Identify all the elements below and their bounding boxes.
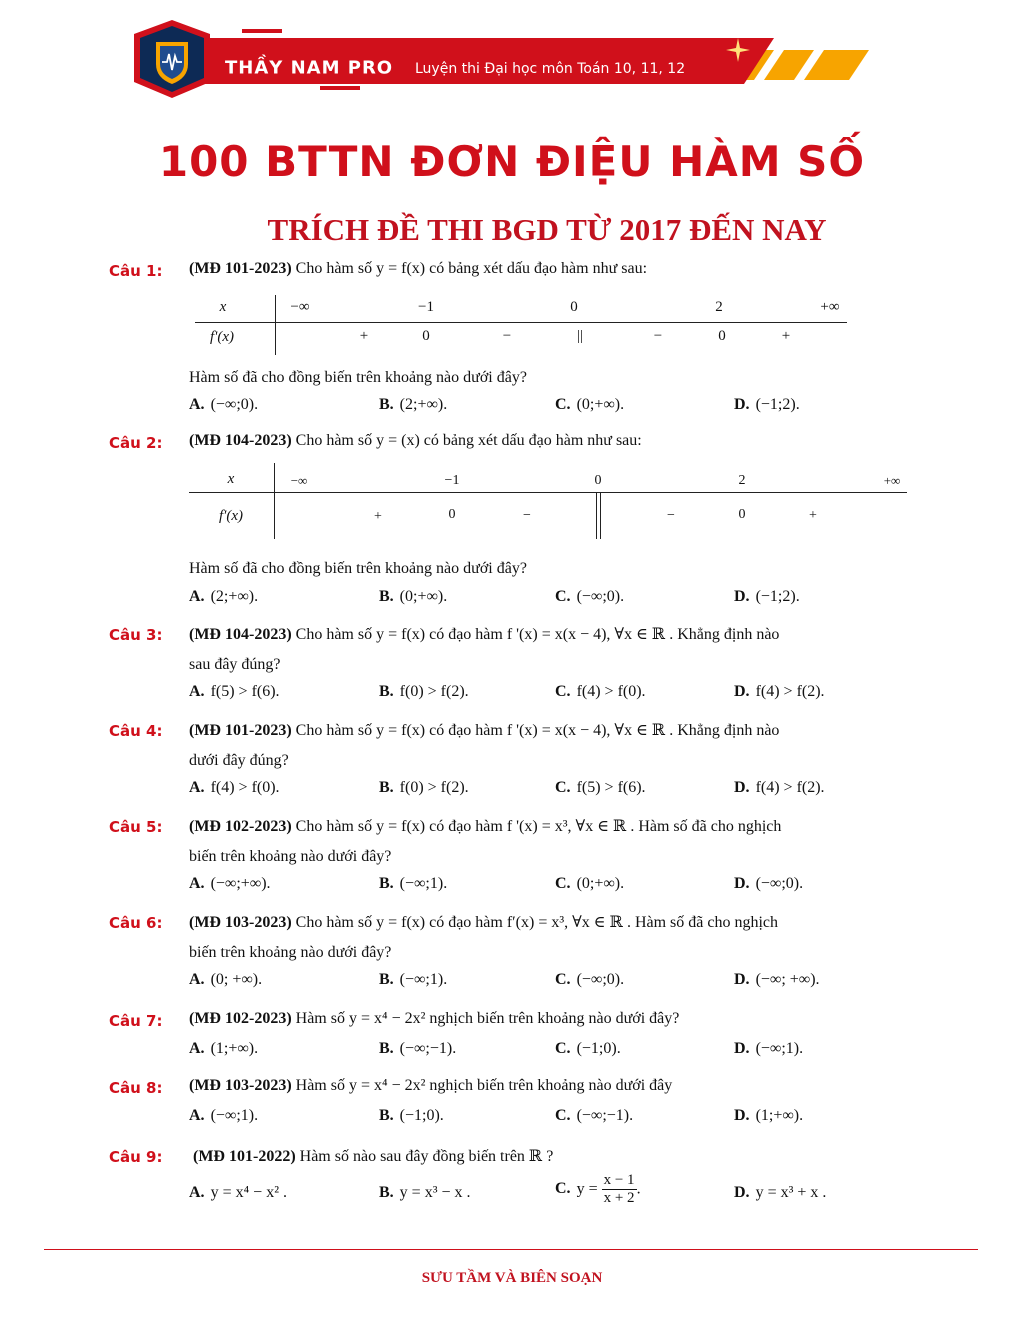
option-a: A. f(4) > f(0). — [189, 779, 280, 796]
option-b: B. (−1;0). — [379, 1107, 444, 1124]
table-cell: 2 — [738, 473, 746, 488]
option-a: A. (2;+∞). — [189, 588, 259, 605]
question-label: Câu 3: — [109, 626, 163, 644]
question-text: (MĐ 103-2023) Cho hàm số y = f(x) có đạo hàm f′(x) = x³, ∀x ∈ ℝ . Hàm số đã cho nghịch — [189, 914, 779, 931]
option-d: D. (−∞; +∞). — [734, 971, 820, 988]
option-b: B. (2;+∞). — [379, 396, 448, 413]
table-cell: − — [502, 328, 512, 344]
option-b: B. f(0) > f(2). — [379, 683, 469, 700]
table-cell: 2 — [715, 299, 723, 315]
option-d: D. (−∞;0). — [734, 875, 804, 892]
page-subtitle: TRÍCH ĐỀ THI BGD TỪ 2017 ĐẾN NAY — [267, 212, 827, 247]
question-text-cont: biến trên khoảng nào dưới đây? — [189, 944, 392, 961]
table-cell: + — [781, 328, 791, 344]
option-b: B. (−∞;1). — [379, 971, 448, 988]
question-prompt: Hàm số đã cho đồng biến trên khoảng nào dưới đây? — [189, 369, 527, 386]
table-cell: − — [667, 508, 675, 523]
option-b: B. (0;+∞). — [379, 588, 448, 605]
option-a: A. (0; +∞). — [189, 971, 263, 988]
table-header-fprime: f′(x) — [218, 508, 244, 524]
table-cell: + — [809, 508, 817, 523]
table-cell: − — [523, 508, 531, 523]
option-d: D. (1;+∞). — [734, 1107, 804, 1124]
table-cell: − — [653, 328, 663, 344]
option-a: A. (−∞;1). — [189, 1107, 259, 1124]
option-c: C. (0;+∞). — [555, 396, 625, 413]
question-label: Câu 7: — [109, 1012, 163, 1030]
table-header-x: x — [227, 471, 235, 487]
question-text-cont: dưới đây đúng? — [189, 752, 289, 769]
table-cell: +∞ — [883, 473, 901, 488]
sign-table — [195, 295, 847, 355]
table-cell: 0 — [448, 507, 456, 522]
footer-divider — [44, 1249, 978, 1250]
question-text-cont: biến trên khoảng nào dưới đây? — [189, 848, 392, 865]
option-d: D. (−∞;1). — [734, 1040, 804, 1057]
option-c: C. (−∞;0). — [555, 971, 625, 988]
table-cell: + — [359, 328, 369, 344]
question-label: Câu 2: — [109, 434, 163, 452]
question-text: (MĐ 102-2023) Hàm số y = x⁴ − 2x² nghịch biến trên khoảng nào dưới đây? — [189, 1010, 680, 1027]
option-b: B. (−∞;1). — [379, 875, 448, 892]
question-text: (MĐ 104-2023) Cho hàm số y = (x) có bảng xét dấu đạo hàm như sau: — [189, 432, 642, 449]
table-cell: −∞ — [290, 473, 308, 488]
option-d: D. y = x³ + x . — [734, 1184, 827, 1201]
table-cell: 0 — [570, 299, 578, 315]
option-c: C. (0;+∞). — [555, 875, 625, 892]
question-text — [189, 260, 647, 278]
option-a: A. (−∞;+∞). — [189, 875, 271, 892]
option-b: B. y = x³ − x . — [379, 1184, 471, 1201]
option-c: C. f(4) > f(0). — [555, 683, 646, 700]
banner-brand: THẦY NAM PRO — [225, 57, 394, 79]
option-d: D. (−1;2). — [734, 588, 800, 605]
table-cell: || — [576, 328, 584, 344]
question-label: Câu 4: — [109, 722, 163, 740]
option-a: A. y = x⁴ − x² . — [189, 1184, 287, 1201]
question-prompt: Hàm số đã cho đồng biến trên khoảng nào dưới đây? — [189, 560, 527, 577]
table-cell: + — [374, 509, 382, 524]
table-cell: −1 — [444, 473, 460, 488]
page-title: 100 BTTN ĐƠN ĐIỆU HÀM SỐ — [158, 137, 866, 186]
fraction: $\frac{x - 1}{x + 2}$ — [603, 1172, 635, 1207]
option-a: A. f(5) > f(6). — [189, 683, 280, 700]
table-cell: 0 — [718, 328, 726, 344]
footer-text: SƯU TẦM VÀ BIÊN SOẠN — [421, 1270, 603, 1286]
option-a: A. (1;+∞). — [189, 1040, 259, 1057]
table-cell: 0 — [738, 507, 746, 522]
question-label: Câu 1: — [109, 262, 163, 280]
question-text: (MĐ 102-2023) Cho hàm số y = f(x) có đạo hàm f '(x) = x³, ∀x ∈ ℝ . Hàm số đã cho nghịch — [189, 818, 782, 835]
table-header-fprime: f'(x) — [209, 329, 235, 345]
option-c: C. (−∞;−1). — [555, 1107, 634, 1124]
question-text-cont: sau đây đúng? — [189, 656, 281, 673]
table-cell: 0 — [594, 473, 602, 488]
option-d: D. (−1;2). — [734, 396, 800, 413]
table-cell: +∞ — [820, 299, 840, 315]
header-banner — [134, 20, 894, 100]
option-c: C. (−1;0). — [555, 1040, 621, 1057]
question-source: (MĐ 101-2023) — [189, 260, 292, 277]
question-label: Câu 9: — [109, 1148, 163, 1166]
question-text: (MĐ 101-2023) Cho hàm số y = f(x) có đạo hàm f '(x) = x(x − 4), ∀x ∈ ℝ . Khẳng định nào — [189, 722, 780, 739]
option-c: C. f(5) > f(6). — [555, 779, 646, 796]
question-body: Cho hàm số y = f(x) có bảng xét dấu đạo hàm như sau: — [291, 260, 648, 277]
banner-tagline: Luyện thi Đại học môn Toán 10, 11, 12 — [415, 61, 686, 77]
question-label: Câu 5: — [109, 818, 163, 836]
option-c: C. (−∞;0). — [555, 588, 625, 605]
question-text: (MĐ 104-2023) Cho hàm số y = f(x) có đạo hàm f '(x) = x(x − 4), ∀x ∈ ℝ . Khẳng định nào — [189, 626, 780, 643]
option-a: A. (−∞;0). — [189, 396, 259, 413]
table-cell: 0 — [422, 328, 430, 344]
question-text: (MĐ 103-2023) Hàm số y = x⁴ − 2x² nghịch biến trên khoảng nào dưới đây — [189, 1077, 673, 1094]
sign-table — [189, 463, 907, 539]
option-d: D. f(4) > f(2). — [734, 779, 825, 796]
question-label: Câu 6: — [109, 914, 163, 932]
question-label: Câu 8: — [109, 1079, 163, 1097]
question-text: (MĐ 101-2022) Hàm số nào sau đây đồng biến trên ℝ ? — [193, 1148, 554, 1165]
table-cell: −∞ — [290, 299, 310, 315]
option-b: B. (−∞;−1). — [379, 1040, 457, 1057]
option-b: B. f(0) > f(2). — [379, 779, 469, 796]
option-d: D. f(4) > f(2). — [734, 683, 825, 700]
table-header-x: x — [219, 299, 227, 315]
table-cell: −1 — [418, 299, 434, 315]
option-c: C. y = $\frac{x - 1}{x + 2}$ . — [555, 1172, 641, 1207]
